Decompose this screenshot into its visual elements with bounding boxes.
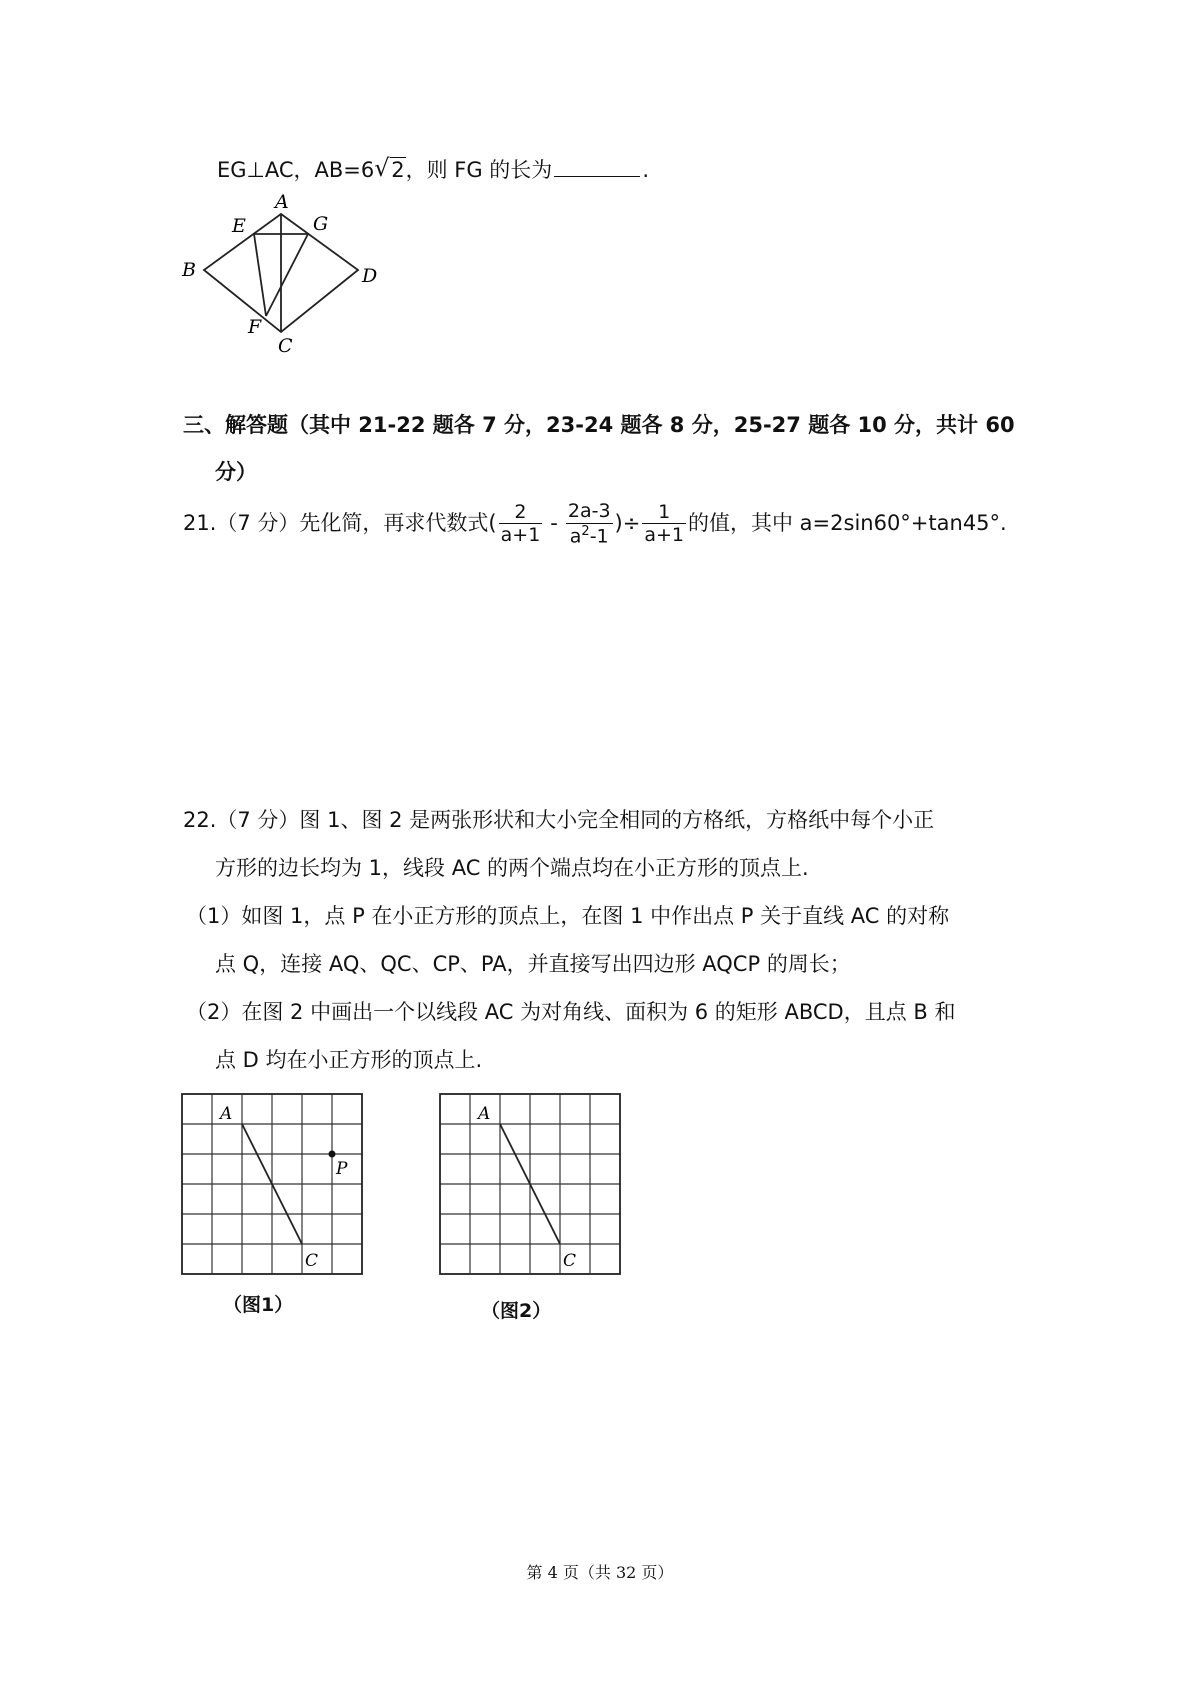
grid1-label-C: C [305,1251,319,1271]
answer-blank[interactable] [554,175,640,177]
q21-question: 21.（7 分）先化简，再求代数式( $\frac{2}{a+1}$ - $\frac{2a-3}{a^2-1}$ )÷ $\frac{1}{a+1}$ 的值，其中 a=2sin60°+tan45°. [183,500,1007,548]
q22-line1: 22.（7 分）图 1、图 2 是两张形状和大小完全相同的方格纸，方格纸中每个小正 [183,808,935,832]
q20-text-after: ，则 FG 的长为 [405,158,553,182]
label-C: C [278,335,293,357]
fraction-1: $\frac{2}{a+1}$ [500,500,541,547]
label-B: B [182,259,196,281]
grid2-label-A: A [478,1104,491,1124]
fraction-3: $\frac{1}{a+1}$ [644,500,684,547]
fraction-2: $\frac{2a-3}{a^2-1}$ [567,500,611,548]
grid1-label-P: P [336,1159,348,1179]
label-D: D [362,265,378,287]
section-heading: 三、解答题（其中 21-22 题各 7 分，23-24 题各 8 分，25-27 题各 10 分，共计 60 [183,413,1015,437]
grid-figure-2 [438,1092,628,1282]
section-heading-cont: 分） [215,460,257,484]
q22-line3: （1）如图 1，点 P 在小正方形的顶点上，在图 1 中作出点 P 关于直线 AC 的对称 [186,904,950,928]
grid1-caption: （图1） [223,1294,294,1316]
rhombus-figure [170,190,390,360]
q20-continuation: EG⊥AC，AB=6 √ 2，则 FG 的长为 . [217,154,649,182]
label-G: G [313,213,329,235]
grid2-label-C: C [563,1251,577,1271]
q22-line2: 方形的边长均为 1，线段 AC 的两个端点均在小正方形的顶点上. [215,856,809,880]
grid-figure-1 [180,1092,370,1282]
grid1-label-A: A [220,1104,233,1124]
q22-line6: 点 D 均在小正方形的顶点上. [215,1048,483,1072]
grid2-caption: （图2） [481,1300,552,1322]
q22-line4: 点 Q，连接 AQ、QC、CP、PA，并直接写出四边形 AQCP 的周长； [215,952,851,976]
sqrt-expression: √ 2 [374,154,405,182]
label-F: F [248,316,262,338]
q20-text-before: EG⊥AC，AB=6 [217,158,375,182]
page-footer: 第 4 页（共 32 页） [526,1563,674,1582]
label-A: A [275,191,289,213]
label-E: E [232,215,246,237]
q22-line5: （2）在图 2 中画出一个以线段 AC 为对角线、面积为 6 的矩形 ABCD，且点 B 和 [186,1000,956,1024]
